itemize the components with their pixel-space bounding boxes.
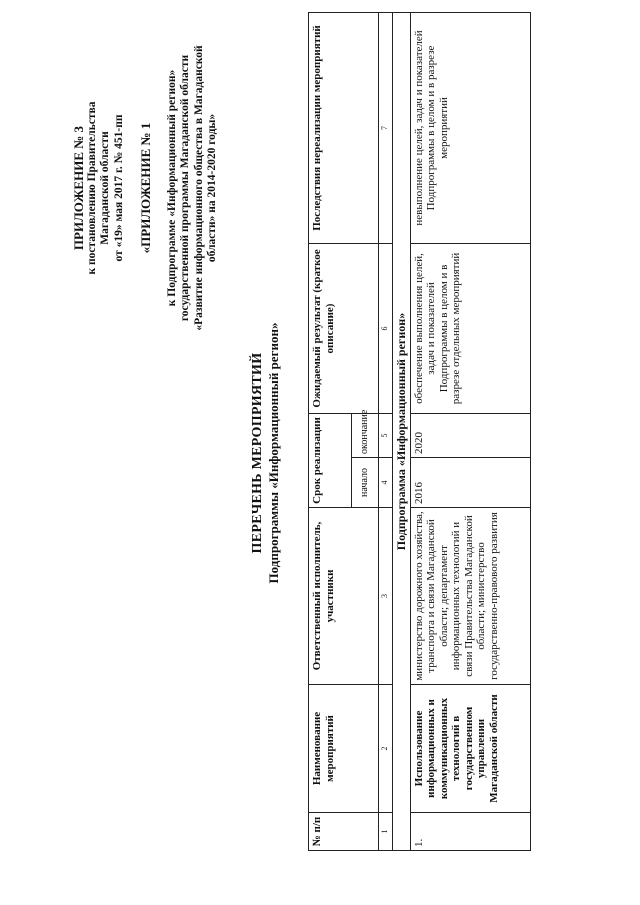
title-subline: Подпрограммы «Информационный регион» xyxy=(266,322,281,584)
program-line: «Развитие информационного общества в Магаданской xyxy=(192,45,205,331)
document-title xyxy=(250,13,282,893)
row-start-year: 2016 xyxy=(410,458,530,508)
header-end: окончание xyxy=(352,413,379,457)
column-number: 3 xyxy=(379,508,393,685)
table-row xyxy=(410,12,530,850)
row-consequences: невыполнение целей, задач и показателей Подпрограммы в целом и в разрезе мероприятий xyxy=(410,12,530,243)
resolution-line: к постановлению Правительства xyxy=(85,101,98,275)
appendix-title: ПРИЛОЖЕНИЕ № 3 xyxy=(71,125,86,251)
header-consequences: Последствия нереализации мероприятий xyxy=(309,12,379,243)
row-executors: министерство дорожного хозяйства, транспорта и связи Магаданской области; департамент информационных технологий и связи Правительства Магаданской области; министерство государственно-правового развития xyxy=(410,508,530,685)
inner-appendix-title: «ПРИЛОЖЕНИЕ № 1 xyxy=(138,122,153,254)
header-name: Наименование мероприятий xyxy=(309,685,379,813)
column-number: 6 xyxy=(379,243,393,413)
column-number: 7 xyxy=(379,12,393,243)
header-result: Ожидаемый результат (краткое описание) xyxy=(309,243,379,413)
resolution-line: Магаданской области xyxy=(99,131,111,245)
column-number: 5 xyxy=(379,413,393,457)
program-line: к Подпрограмме «Информационный регион» xyxy=(165,69,178,307)
header-row xyxy=(309,12,352,850)
column-number: 4 xyxy=(379,458,393,508)
measures-table xyxy=(308,12,531,851)
appendix-header xyxy=(72,38,220,338)
column-number: 2 xyxy=(379,685,393,813)
title-line: ПЕРЕЧЕНЬ МЕРОПРИЯТИЙ xyxy=(250,352,265,554)
header-term: Срок реализации xyxy=(309,413,352,507)
resolution-line: от «19» мая 2017 г. № 451-пп xyxy=(112,114,125,262)
program-line: государственной программы Магаданской области xyxy=(179,54,191,322)
row-end-year: 2020 xyxy=(410,413,530,457)
header-executor: Ответственный исполнитель, участники xyxy=(309,508,379,685)
subprogram-row xyxy=(392,12,410,850)
subprogram-title: Подпрограмма «Информационный регион» xyxy=(392,12,410,850)
row-expected-result: обеспечение выполнения целей, задач и показателей Подпрограммы в целом и в разрезе отдельных мероприятий xyxy=(410,243,530,413)
column-number-row xyxy=(379,12,393,850)
row-number: 1. xyxy=(410,813,530,851)
row-measure-name: Использование информационных и коммуникационных технологий в государственном управлении Магаданской области xyxy=(410,685,530,813)
header-start: начало xyxy=(352,458,379,508)
program-line: области» на 2014-2020 годы» xyxy=(206,113,218,263)
rotated-sheet xyxy=(0,13,640,893)
column-number: 1 xyxy=(379,813,393,851)
header-num: № п/п xyxy=(309,813,379,851)
